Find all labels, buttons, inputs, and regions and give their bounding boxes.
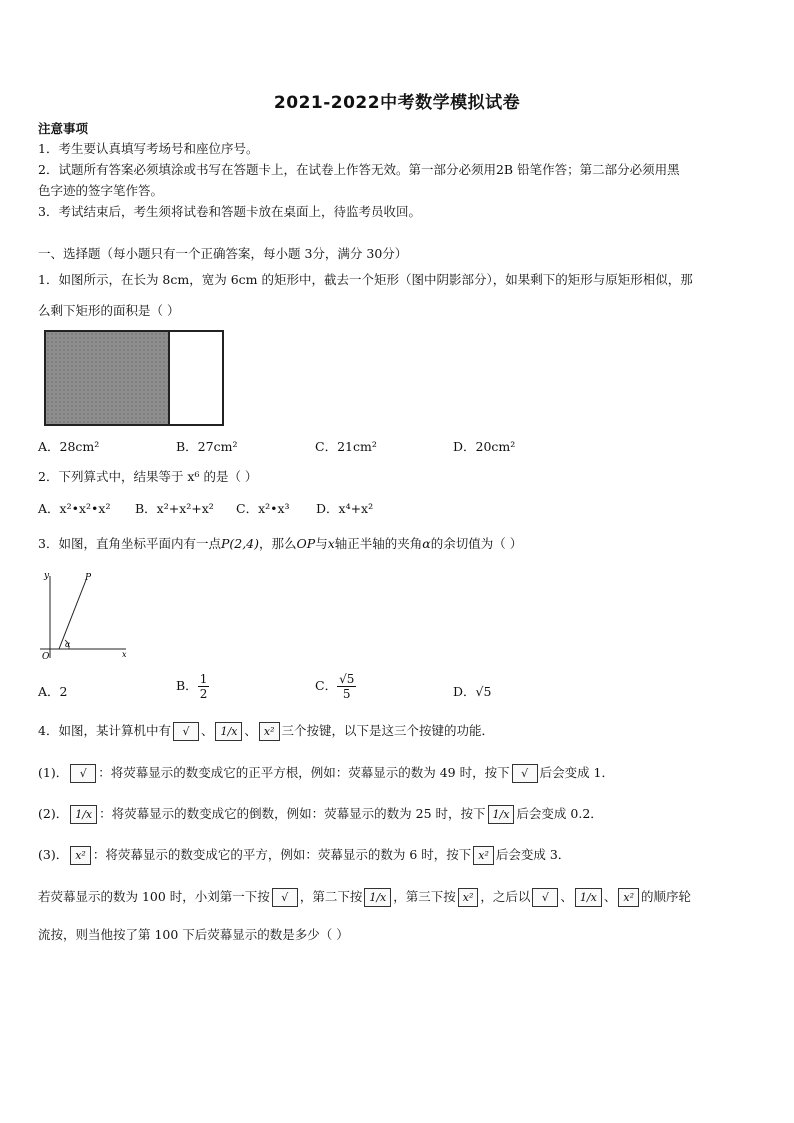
reciprocal-key-icon: 1/x <box>575 888 602 907</box>
q3-label-o: O <box>42 652 50 662</box>
q3-alpha: α <box>422 536 431 551</box>
q3-point: P(2,4) <box>220 536 260 551</box>
square-key-icon: x² <box>458 888 479 907</box>
q4-sep-2: 、 <box>244 723 257 738</box>
q3-stem-a: 3．如图，直角坐标平面内有一点 <box>38 536 221 551</box>
q4-f1-a: ：将荧幕显示的数变成它的正平方根，例如：荧幕显示的数为 49 时，按下 <box>98 765 510 780</box>
page-title: 2021-2022中考数学模拟试卷 <box>273 93 521 113</box>
sqrt-key-icon: √ <box>512 764 538 783</box>
q4-f2-b: 后会变成 0.2． <box>516 806 603 821</box>
q4-last-d: ，之后以 <box>480 889 531 904</box>
q3-label-p: P <box>85 573 92 583</box>
q3-ray-op <box>59 580 86 649</box>
q1-shaded-region <box>46 332 170 424</box>
q4-last-b: ，第二下按 <box>299 889 363 904</box>
notice-item-2-cont: 色字迹的签字笔作答。 <box>38 183 164 198</box>
square-key-icon: x² <box>618 888 639 907</box>
q3-option-b-fraction <box>198 672 210 701</box>
q4-question-line1 <box>38 888 691 907</box>
q4-f3-pre: (3)． <box>38 847 69 862</box>
q2-stem: 2．下列算式中，结果等于 x⁶ 的是（ ） <box>38 469 258 484</box>
q3-option-d-value: √5 <box>475 684 492 699</box>
q4-intro-b: 三个按键，以下是这三个按键的功能． <box>281 723 495 738</box>
reciprocal-key-icon: 1/x <box>488 805 515 824</box>
q3-option-b-label: B． <box>176 678 198 693</box>
q4-function-2 <box>38 805 603 824</box>
q3-option-c-num: √5 <box>339 672 355 686</box>
q3-option-b <box>176 672 209 701</box>
q3-label-y: y <box>44 571 50 581</box>
q1-stem-line2: 么剩下矩形的面积是（ ） <box>38 303 180 318</box>
square-key-icon: x² <box>70 846 91 865</box>
q3-option-c-den: 5 <box>342 687 351 701</box>
q1-option-b: B．27cm² <box>176 439 238 454</box>
q3-option-c-fraction <box>337 672 356 701</box>
q3-x-var: x <box>327 536 335 551</box>
q3-option-b-num: 1 <box>199 672 208 686</box>
sqrt-key-icon: √ <box>173 722 199 741</box>
q1-stem-line1: 1．如图所示，在长为 8cm，宽为 6cm 的矩形中，截去一个矩形（图中阴影部分），如果剩下的矩形与原矩形相似，那 <box>38 272 693 287</box>
q3-op: OP <box>296 536 316 551</box>
notice-item-2: 2．试题所有答案必须填涂或书写在答题卡上，在试卷上作答无效。第一部分必须用2B 铅笔作答；第二部分必须用黑 <box>38 162 680 177</box>
notice-item-1: 1．考生要认真填写考场号和座位序号。 <box>38 141 259 156</box>
reciprocal-key-icon: 1/x <box>215 722 242 741</box>
section-heading: 一、选择题（每小题只有一个正确答案，每小题 3分，满分 30分） <box>38 246 408 261</box>
q4-sep-4: 、 <box>603 889 617 904</box>
q2-option-c: C．x²•x³ <box>236 501 290 516</box>
q4-question-line2: 流按，则当他按了第 100 下后荧幕显示的数是多少（ ） <box>38 927 349 942</box>
q4-last-a: 若荧幕显示的数为 100 时，小刘第一下按 <box>38 889 270 904</box>
q3-option-c-label: C． <box>315 678 338 693</box>
q4-last-e: 的顺序轮 <box>640 889 691 904</box>
q3-label-x: x <box>122 650 127 659</box>
q4-last-c: ，第三下按 <box>393 889 456 904</box>
q4-sep-1: 、 <box>200 723 214 738</box>
q4-f3-b: 后会变成 3． <box>495 847 571 862</box>
q3-option-c <box>315 672 356 701</box>
q2-option-d: D．x⁴+x² <box>316 501 374 516</box>
q3-stem-c: 与 <box>315 536 328 551</box>
reciprocal-key-icon: 1/x <box>70 805 97 824</box>
sqrt-key-icon: √ <box>532 888 558 907</box>
q3-stem-b: ，那么 <box>259 536 297 551</box>
notice-item-3: 3．考试结束后，考生须将试卷和答题卡放在桌面上，待监考员收回。 <box>38 204 421 219</box>
square-key-icon: x² <box>259 722 280 741</box>
q2-option-a: A．x²•x²•x² <box>38 501 111 516</box>
q1-option-c: C．21cm² <box>315 439 377 454</box>
q4-function-3 <box>38 846 570 865</box>
notice-heading: 注意事项 <box>38 121 89 136</box>
reciprocal-key-icon: 1/x <box>364 888 391 907</box>
q3-coordinate-figure <box>38 568 138 666</box>
q2-option-b: B．x²+x²+x² <box>135 501 214 516</box>
q3-stem <box>38 535 522 553</box>
q3-option-b-den: 2 <box>199 687 208 701</box>
q4-f1-pre: (1)． <box>38 765 69 780</box>
q1-option-a: A．28cm² <box>38 439 100 454</box>
q4-intro <box>38 722 494 741</box>
q4-f3-a: ：将荧幕显示的数变成它的平方，例如：荧幕显示的数为 6 时，按下 <box>92 847 472 862</box>
sqrt-key-icon: √ <box>70 764 96 783</box>
q4-sep-3: 、 <box>560 889 573 904</box>
q1-rectangle-figure <box>44 330 224 426</box>
q4-f2-pre: (2)． <box>38 806 69 821</box>
q4-function-1 <box>38 764 614 783</box>
q3-option-d-label: D． <box>453 684 476 699</box>
square-key-icon: x² <box>473 846 494 865</box>
q3-stem-e: 的余切值为（ ） <box>430 536 523 551</box>
q3-option-d <box>453 682 491 700</box>
q3-stem-d: 轴正半轴的夹角 <box>334 536 423 551</box>
q1-option-d: D．20cm² <box>453 439 516 454</box>
q4-intro-a: 4．如图，某计算机中有 <box>38 723 171 738</box>
q4-f2-a: ：将荧幕显示的数变成它的倒数，例如：荧幕显示的数为 25 时，按下 <box>99 806 486 821</box>
sqrt-key-icon: √ <box>272 888 298 907</box>
q3-label-alpha: α <box>65 640 71 649</box>
q4-f1-b: 后会变成 1． <box>539 765 615 780</box>
q3-option-a: A．2 <box>38 684 68 699</box>
